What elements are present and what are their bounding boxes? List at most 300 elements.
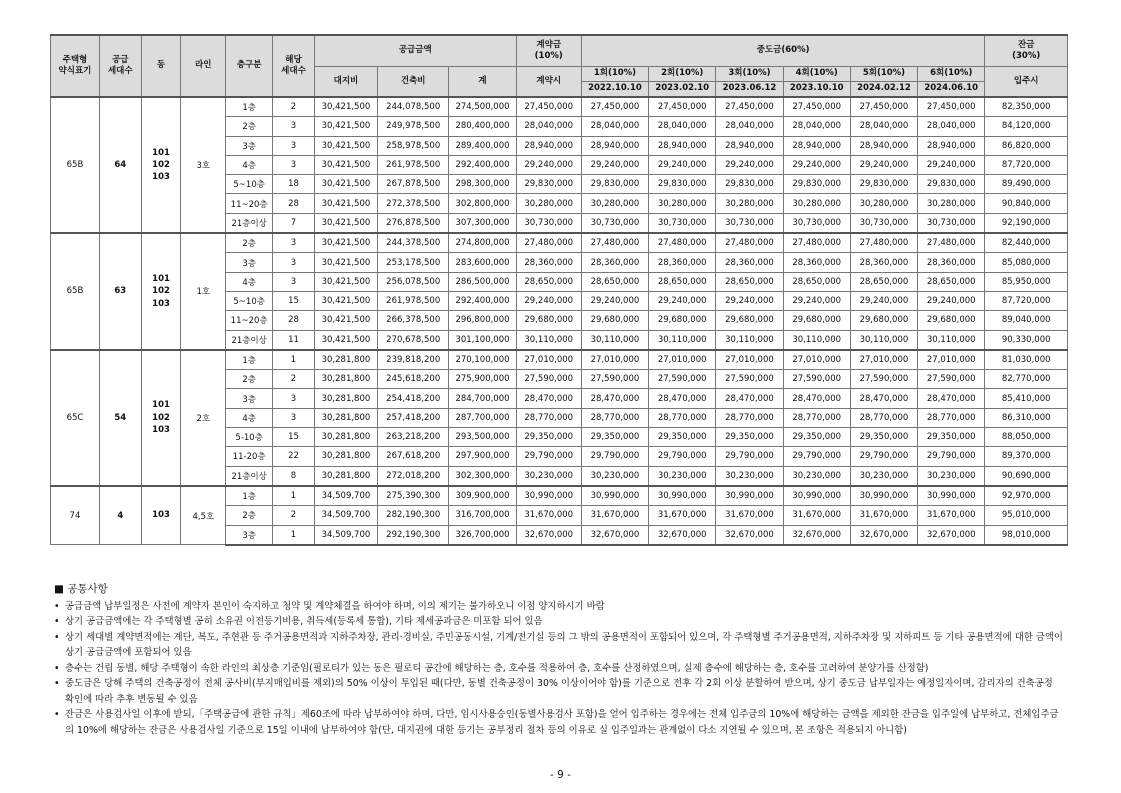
unit-count-cell: 3 xyxy=(273,233,315,253)
floor-cell: 1층 xyxy=(226,97,273,117)
building-price-cell: 267,878,500 xyxy=(378,175,449,194)
floor-cell: 11~20층 xyxy=(226,194,273,213)
total-price-cell: 275,900,000 xyxy=(449,370,516,389)
land-price-cell: 30,421,500 xyxy=(314,175,377,194)
total-price-cell: 298,300,000 xyxy=(449,175,516,194)
header-installment-date-2: 2023.02.10 xyxy=(649,82,716,98)
table-header xyxy=(51,35,1068,97)
header-installment-2: 2회(10%) xyxy=(649,67,716,82)
middle-payment-2-cell: 28,940,000 xyxy=(649,136,716,155)
land-price-cell: 30,421,500 xyxy=(314,194,377,213)
contract-cell: 28,040,000 xyxy=(516,117,581,136)
middle-payment-6-cell: 29,240,000 xyxy=(918,155,985,174)
contract-cell: 30,990,000 xyxy=(516,486,581,506)
total-price-cell: 270,100,000 xyxy=(449,350,516,370)
building-price-cell: 244,078,500 xyxy=(378,97,449,117)
balance-cell: 92,970,000 xyxy=(985,486,1068,506)
contract-cell: 27,010,000 xyxy=(516,350,581,370)
middle-payment-3-cell: 31,670,000 xyxy=(716,506,783,525)
balance-cell: 92,190,000 xyxy=(985,213,1068,233)
middle-payment-1-cell: 27,480,000 xyxy=(581,233,648,253)
middle-payment-3-cell: 29,240,000 xyxy=(716,155,783,174)
middle-payment-3-cell: 30,110,000 xyxy=(716,330,783,350)
middle-payment-6-cell: 28,770,000 xyxy=(918,408,985,427)
balance-cell: 89,040,000 xyxy=(985,311,1068,330)
floor-cell: 3층 xyxy=(226,525,273,545)
contract-cell: 30,730,000 xyxy=(516,213,581,233)
middle-payment-4-cell: 27,010,000 xyxy=(783,350,850,370)
middle-payment-2-cell: 28,360,000 xyxy=(649,253,716,272)
contract-cell: 28,650,000 xyxy=(516,272,581,291)
total-price-cell: 296,800,000 xyxy=(449,311,516,330)
contract-cell: 29,680,000 xyxy=(516,311,581,330)
building-price-cell: 253,178,500 xyxy=(378,253,449,272)
total-price-cell: 302,300,000 xyxy=(449,466,516,486)
middle-payment-1-cell: 28,650,000 xyxy=(581,272,648,291)
dong-number: 102 xyxy=(152,412,170,423)
building-price-cell: 263,218,200 xyxy=(378,428,449,447)
middle-payment-1-cell: 30,110,000 xyxy=(581,330,648,350)
contract-cell: 28,360,000 xyxy=(516,253,581,272)
dong-number: 103 xyxy=(152,172,170,183)
unit-count-cell: 3 xyxy=(273,136,315,155)
total-price-cell: 307,300,000 xyxy=(449,213,516,233)
balance-cell: 98,010,000 xyxy=(985,525,1068,545)
land-price-cell: 34,509,700 xyxy=(314,506,377,525)
header-floor-class: 층구분 xyxy=(226,35,273,97)
middle-payment-4-cell: 27,590,000 xyxy=(783,370,850,389)
header-applicable-units: 해당 세대수 xyxy=(273,35,315,97)
middle-payment-1-cell: 28,770,000 xyxy=(581,408,648,427)
bullet-icon: • xyxy=(54,662,60,674)
middle-payment-2-cell: 31,670,000 xyxy=(649,506,716,525)
balance-cell: 88,050,000 xyxy=(985,428,1068,447)
middle-payment-2-cell: 32,670,000 xyxy=(649,525,716,545)
table-row xyxy=(51,350,1068,370)
supply-units-cell: 54 xyxy=(99,350,141,486)
middle-payment-6-cell: 27,450,000 xyxy=(918,97,985,117)
middle-payment-5-cell: 30,990,000 xyxy=(850,486,917,506)
type-cell: 74 xyxy=(51,486,100,545)
middle-payment-5-cell: 28,040,000 xyxy=(850,117,917,136)
common-notes xyxy=(54,582,1064,738)
building-price-cell: 275,390,300 xyxy=(378,486,449,506)
middle-payment-4-cell: 29,680,000 xyxy=(783,311,850,330)
middle-payment-2-cell: 29,240,000 xyxy=(649,291,716,310)
middle-payment-2-cell: 28,470,000 xyxy=(649,389,716,408)
type-cell: 65B xyxy=(51,233,100,350)
building-price-cell: 270,678,500 xyxy=(378,330,449,350)
balance-cell: 95,010,000 xyxy=(985,506,1068,525)
notes-list xyxy=(54,599,1064,739)
total-price-cell: 292,400,000 xyxy=(449,291,516,310)
unit-count-cell: 15 xyxy=(273,428,315,447)
building-price-cell: 239,818,200 xyxy=(378,350,449,370)
middle-payment-5-cell: 29,240,000 xyxy=(850,291,917,310)
land-price-cell: 30,281,800 xyxy=(314,466,377,486)
middle-payment-2-cell: 29,350,000 xyxy=(649,428,716,447)
middle-payment-6-cell: 27,590,000 xyxy=(918,370,985,389)
price-table-wrapper xyxy=(50,34,1068,546)
table-row xyxy=(51,97,1068,117)
middle-payment-6-cell: 28,940,000 xyxy=(918,136,985,155)
middle-payment-1-cell: 27,450,000 xyxy=(581,97,648,117)
bullet-icon: • xyxy=(54,631,60,643)
middle-payment-5-cell: 28,650,000 xyxy=(850,272,917,291)
middle-payment-4-cell: 32,670,000 xyxy=(783,525,850,545)
building-price-cell: 244,378,500 xyxy=(378,233,449,253)
floor-cell: 21층이상 xyxy=(226,213,273,233)
middle-payment-3-cell: 27,480,000 xyxy=(716,233,783,253)
unit-count-cell: 1 xyxy=(273,525,315,545)
middle-payment-1-cell: 30,990,000 xyxy=(581,486,648,506)
middle-payment-5-cell: 29,350,000 xyxy=(850,428,917,447)
middle-payment-6-cell: 28,650,000 xyxy=(918,272,985,291)
unit-count-cell: 2 xyxy=(273,506,315,525)
middle-payment-1-cell: 30,230,000 xyxy=(581,466,648,486)
note-item xyxy=(54,707,1064,738)
note-item xyxy=(54,630,1064,661)
supply-units-cell: 63 xyxy=(99,233,141,350)
middle-payment-5-cell: 28,360,000 xyxy=(850,253,917,272)
header-installment-date-3: 2023.06.12 xyxy=(716,82,783,98)
total-price-cell: 289,400,000 xyxy=(449,136,516,155)
middle-payment-1-cell: 31,670,000 xyxy=(581,506,648,525)
total-price-cell: 309,900,000 xyxy=(449,486,516,506)
total-price-cell: 293,500,000 xyxy=(449,428,516,447)
unit-count-cell: 3 xyxy=(273,155,315,174)
middle-payment-4-cell: 30,110,000 xyxy=(783,330,850,350)
floor-cell: 4층 xyxy=(226,155,273,174)
middle-payment-3-cell: 30,280,000 xyxy=(716,194,783,213)
building-price-cell: 292,190,300 xyxy=(378,525,449,545)
middle-payment-4-cell: 28,940,000 xyxy=(783,136,850,155)
unit-count-cell: 7 xyxy=(273,213,315,233)
middle-payment-5-cell: 28,470,000 xyxy=(850,389,917,408)
middle-payment-1-cell: 29,350,000 xyxy=(581,428,648,447)
total-price-cell: 274,500,000 xyxy=(449,97,516,117)
header-installment-4: 4회(10%) xyxy=(783,67,850,82)
middle-payment-3-cell: 28,770,000 xyxy=(716,408,783,427)
building-price-cell: 258,978,500 xyxy=(378,136,449,155)
middle-payment-6-cell: 30,280,000 xyxy=(918,194,985,213)
floor-cell: 21층이상 xyxy=(226,466,273,486)
contract-cell: 27,450,000 xyxy=(516,97,581,117)
middle-payment-3-cell: 28,470,000 xyxy=(716,389,783,408)
header-total: 계 xyxy=(449,67,516,98)
floor-cell: 11~20층 xyxy=(226,311,273,330)
supply-units-cell: 4 xyxy=(99,486,141,545)
middle-payment-4-cell: 29,240,000 xyxy=(783,155,850,174)
header-dong: 동 xyxy=(141,35,181,97)
header-supply-units: 공급 세대수 xyxy=(99,35,141,97)
floor-cell: 5~10층 xyxy=(226,291,273,310)
note-text: 중도금은 당해 주택의 건축공정이 전체 공사비(부지매입비를 제외)의 50% 이상이 투입된 때(다만, 동별 건축공정이 30% 이상이어야 함)를 기준으로 전후 각 2회 이상 분할하여 받으며, 상기 중도금 납부일자는 예정일자이며, 감리자의 건축공정 확인에 따라 추후 변동될 수 있음 xyxy=(65,678,1053,705)
land-price-cell: 30,421,500 xyxy=(314,253,377,272)
middle-payment-5-cell: 27,010,000 xyxy=(850,350,917,370)
land-price-cell: 30,281,800 xyxy=(314,428,377,447)
middle-payment-2-cell: 27,590,000 xyxy=(649,370,716,389)
line-cell: 3호 xyxy=(181,97,226,233)
middle-payment-1-cell: 27,010,000 xyxy=(581,350,648,370)
land-price-cell: 30,421,500 xyxy=(314,136,377,155)
type-cell: 65C xyxy=(51,350,100,486)
middle-payment-2-cell: 27,450,000 xyxy=(649,97,716,117)
floor-cell: 5-10층 xyxy=(226,428,273,447)
contract-cell: 30,230,000 xyxy=(516,466,581,486)
middle-payment-6-cell: 31,670,000 xyxy=(918,506,985,525)
unit-count-cell: 1 xyxy=(273,350,315,370)
middle-payment-6-cell: 29,680,000 xyxy=(918,311,985,330)
building-price-cell: 261,978,500 xyxy=(378,291,449,310)
middle-payment-4-cell: 31,670,000 xyxy=(783,506,850,525)
middle-payment-4-cell: 27,450,000 xyxy=(783,97,850,117)
middle-payment-5-cell: 30,110,000 xyxy=(850,330,917,350)
middle-payment-3-cell: 32,670,000 xyxy=(716,525,783,545)
contract-cell: 27,590,000 xyxy=(516,370,581,389)
contract-cell: 28,770,000 xyxy=(516,408,581,427)
line-cell: 2호 xyxy=(181,350,226,486)
middle-payment-5-cell: 32,670,000 xyxy=(850,525,917,545)
dong-number: 101 xyxy=(152,147,170,158)
land-price-cell: 30,421,500 xyxy=(314,291,377,310)
middle-payment-5-cell: 29,680,000 xyxy=(850,311,917,330)
middle-payment-2-cell: 29,680,000 xyxy=(649,311,716,330)
table-body xyxy=(51,97,1068,545)
middle-payment-4-cell: 30,990,000 xyxy=(783,486,850,506)
land-price-cell: 30,281,800 xyxy=(314,389,377,408)
unit-count-cell: 18 xyxy=(273,175,315,194)
note-item xyxy=(54,614,1064,630)
unit-count-cell: 15 xyxy=(273,291,315,310)
note-text: 층수는 건립 동별, 해당 주택형이 속한 라인의 최상층 기준임(필로티가 있는 동은 필로티 공간에 해당하는 층, 호수를 적용하여 층, 호수를 산정하였으며, 실제 층수에 해당하는 층, 호수를 고려하여 분양가를 산정함) xyxy=(65,662,929,674)
middle-payment-6-cell: 27,480,000 xyxy=(918,233,985,253)
land-price-cell: 30,421,500 xyxy=(314,155,377,174)
balance-cell: 90,330,000 xyxy=(985,330,1068,350)
contract-cell: 29,240,000 xyxy=(516,155,581,174)
middle-payment-4-cell: 30,730,000 xyxy=(783,213,850,233)
building-price-cell: 276,878,500 xyxy=(378,213,449,233)
dong-cell xyxy=(141,350,181,486)
middle-payment-6-cell: 30,110,000 xyxy=(918,330,985,350)
total-price-cell: 286,500,000 xyxy=(449,272,516,291)
floor-cell: 4층 xyxy=(226,408,273,427)
middle-payment-2-cell: 29,830,000 xyxy=(649,175,716,194)
middle-payment-6-cell: 30,730,000 xyxy=(918,213,985,233)
bullet-icon: • xyxy=(54,600,60,612)
land-price-cell: 30,281,800 xyxy=(314,408,377,427)
land-price-cell: 34,509,700 xyxy=(314,525,377,545)
middle-payment-2-cell: 27,010,000 xyxy=(649,350,716,370)
header-land: 대지비 xyxy=(314,67,377,98)
middle-payment-2-cell: 28,040,000 xyxy=(649,117,716,136)
middle-payment-1-cell: 28,470,000 xyxy=(581,389,648,408)
contract-cell: 29,830,000 xyxy=(516,175,581,194)
building-price-cell: 256,078,500 xyxy=(378,272,449,291)
unit-count-cell: 3 xyxy=(273,408,315,427)
middle-payment-6-cell: 28,360,000 xyxy=(918,253,985,272)
middle-payment-2-cell: 30,730,000 xyxy=(649,213,716,233)
middle-payment-5-cell: 29,830,000 xyxy=(850,175,917,194)
land-price-cell: 30,421,500 xyxy=(314,233,377,253)
balance-cell: 84,120,000 xyxy=(985,117,1068,136)
middle-payment-3-cell: 30,990,000 xyxy=(716,486,783,506)
floor-cell: 2층 xyxy=(226,233,273,253)
note-text: 상기 공급금액에는 각 주택형별 공히 소유권 이전등기비용, 취득세(등록세 통합), 기타 제세공과금은 미포함 되어 있음 xyxy=(65,616,543,627)
header-installment-6: 6회(10%) xyxy=(918,67,985,82)
middle-payment-3-cell: 30,230,000 xyxy=(716,466,783,486)
middle-payment-3-cell: 29,830,000 xyxy=(716,175,783,194)
contract-cell: 28,940,000 xyxy=(516,136,581,155)
header-installment-1: 1회(10%) xyxy=(581,67,648,82)
middle-payment-2-cell: 28,770,000 xyxy=(649,408,716,427)
balance-cell: 85,080,000 xyxy=(985,253,1068,272)
middle-payment-6-cell: 32,670,000 xyxy=(918,525,985,545)
note-text: 공급금액 납부일정은 사전에 계약자 본인이 숙지하고 청약 및 계약체결을 하여야 하며, 이의 제기는 불가하오니 이점 양지하시기 바람 xyxy=(65,600,605,612)
middle-payment-6-cell: 27,010,000 xyxy=(918,350,985,370)
total-price-cell: 316,700,000 xyxy=(449,506,516,525)
middle-payment-4-cell: 27,480,000 xyxy=(783,233,850,253)
balance-cell: 87,720,000 xyxy=(985,155,1068,174)
header-installment-date-1: 2022.10.10 xyxy=(581,82,648,98)
balance-cell: 89,370,000 xyxy=(985,447,1068,466)
middle-payment-1-cell: 29,680,000 xyxy=(581,311,648,330)
middle-payment-5-cell: 27,590,000 xyxy=(850,370,917,389)
floor-cell: 3층 xyxy=(226,389,273,408)
table-row xyxy=(51,233,1068,253)
balance-cell: 90,840,000 xyxy=(985,194,1068,213)
contract-cell: 30,110,000 xyxy=(516,330,581,350)
header-line: 라인 xyxy=(181,35,226,97)
line-cell: 1호 xyxy=(181,233,226,350)
floor-cell: 5~10층 xyxy=(226,175,273,194)
dong-number: 103 xyxy=(152,298,170,309)
unit-count-cell: 2 xyxy=(273,97,315,117)
header-balance-when: 입주시 xyxy=(985,67,1068,98)
middle-payment-3-cell: 27,590,000 xyxy=(716,370,783,389)
line-cell: 4,5호 xyxy=(181,486,226,545)
middle-payment-5-cell: 28,770,000 xyxy=(850,408,917,427)
middle-payment-6-cell: 28,470,000 xyxy=(918,389,985,408)
middle-payment-3-cell: 28,940,000 xyxy=(716,136,783,155)
dong-cell xyxy=(141,233,181,350)
middle-payment-2-cell: 30,280,000 xyxy=(649,194,716,213)
header-installment-date-5: 2024.02.12 xyxy=(850,82,917,98)
middle-payment-2-cell: 29,240,000 xyxy=(649,155,716,174)
balance-cell: 82,770,000 xyxy=(985,370,1068,389)
middle-payment-2-cell: 29,790,000 xyxy=(649,447,716,466)
unit-count-cell: 11 xyxy=(273,330,315,350)
building-price-cell: 245,618,200 xyxy=(378,370,449,389)
middle-payment-4-cell: 29,830,000 xyxy=(783,175,850,194)
middle-payment-5-cell: 30,230,000 xyxy=(850,466,917,486)
middle-payment-1-cell: 28,940,000 xyxy=(581,136,648,155)
middle-payment-5-cell: 27,450,000 xyxy=(850,97,917,117)
unit-count-cell: 22 xyxy=(273,447,315,466)
balance-cell: 87,720,000 xyxy=(985,291,1068,310)
floor-cell: 3층 xyxy=(226,253,273,272)
contract-cell: 31,670,000 xyxy=(516,506,581,525)
middle-payment-3-cell: 29,350,000 xyxy=(716,428,783,447)
middle-payment-3-cell: 30,730,000 xyxy=(716,213,783,233)
middle-payment-6-cell: 29,830,000 xyxy=(918,175,985,194)
middle-payment-2-cell: 30,230,000 xyxy=(649,466,716,486)
dong-cell xyxy=(141,486,181,545)
balance-cell: 86,820,000 xyxy=(985,136,1068,155)
contract-cell: 29,790,000 xyxy=(516,447,581,466)
middle-payment-1-cell: 30,730,000 xyxy=(581,213,648,233)
middle-payment-3-cell: 29,240,000 xyxy=(716,291,783,310)
contract-cell: 29,240,000 xyxy=(516,291,581,310)
middle-payment-1-cell: 27,590,000 xyxy=(581,370,648,389)
floor-cell: 1층 xyxy=(226,350,273,370)
middle-payment-4-cell: 30,280,000 xyxy=(783,194,850,213)
land-price-cell: 30,421,500 xyxy=(314,97,377,117)
middle-payment-4-cell: 29,790,000 xyxy=(783,447,850,466)
middle-payment-5-cell: 30,280,000 xyxy=(850,194,917,213)
type-cell: 65B xyxy=(51,97,100,233)
total-price-cell: 302,800,000 xyxy=(449,194,516,213)
middle-payment-3-cell: 28,040,000 xyxy=(716,117,783,136)
balance-cell: 81,030,000 xyxy=(985,350,1068,370)
middle-payment-4-cell: 28,470,000 xyxy=(783,389,850,408)
dong-number: 101 xyxy=(152,274,170,284)
note-item xyxy=(54,599,1064,615)
balance-cell: 82,440,000 xyxy=(985,233,1068,253)
middle-payment-3-cell: 29,680,000 xyxy=(716,311,783,330)
note-text: 상기 세대별 계약면적에는 계단, 복도, 주현관 등 주거공용면적과 지하주차장, 관리·경비실, 주민공동시설, 기계/전기실 등의 그 밖의 공용면적이 포함되어 있으며, 각 주택형별 주거공용면적, 지하주차장 및 지하피트 등 기타 공용면적에 대한 금액이 상기 공급금액에 포함되어 있음 xyxy=(65,631,1063,658)
total-price-cell: 326,700,000 xyxy=(449,525,516,545)
middle-payment-3-cell: 27,010,000 xyxy=(716,350,783,370)
building-price-cell: 282,190,300 xyxy=(378,506,449,525)
middle-payment-4-cell: 29,240,000 xyxy=(783,291,850,310)
page-number: - 9 - xyxy=(550,769,571,781)
land-price-cell: 30,421,500 xyxy=(314,330,377,350)
middle-payment-6-cell: 29,350,000 xyxy=(918,428,985,447)
balance-cell: 85,410,000 xyxy=(985,389,1068,408)
unit-count-cell: 1 xyxy=(273,486,315,506)
header-type: 주택형 약식표기 xyxy=(51,35,100,97)
land-price-cell: 30,421,500 xyxy=(314,311,377,330)
balance-cell: 85,950,000 xyxy=(985,272,1068,291)
middle-payment-4-cell: 29,350,000 xyxy=(783,428,850,447)
middle-payment-6-cell: 30,230,000 xyxy=(918,466,985,486)
header-installment-3: 3회(10%) xyxy=(716,67,783,82)
note-text: 잔금은 사용검사일 이후에 받되,「주택공급에 관한 규칙」제60조에 따라 납부하여야 하며, 다만, 임시사용승인(동별사용검사 포함)을 얻어 입주하는 경우에는 전체 입주금의 10%에 해당하는 금액을 제외한 잔금을 입주일에 납부하고, 전체입주금의 10%에 해당하는 잔금은 사용검사일 기준으로 15일 이내에 납부하여야 함(단, 대지권에 대한 등기는 공부정리 절차 등의 이유로 실 입주일과는 관계없이 다소 지연될 수 있으며, 본 조항은 적용되지 아니함) xyxy=(65,709,1059,736)
header-installment-date-4: 2023.10.10 xyxy=(783,82,850,98)
middle-payment-3-cell: 27,450,000 xyxy=(716,97,783,117)
land-price-cell: 30,281,800 xyxy=(314,370,377,389)
floor-cell: 4층 xyxy=(226,272,273,291)
floor-cell: 21층이상 xyxy=(226,330,273,350)
floor-cell: 2층 xyxy=(226,117,273,136)
header-contract: 계약금 (10%) xyxy=(516,35,581,67)
unit-count-cell: 28 xyxy=(273,194,315,213)
middle-payment-1-cell: 32,670,000 xyxy=(581,525,648,545)
land-price-cell: 30,421,500 xyxy=(314,213,377,233)
middle-payment-1-cell: 29,790,000 xyxy=(581,447,648,466)
header-balance: 잔금 (30%) xyxy=(985,35,1068,67)
header-middle-payment: 중도금(60%) xyxy=(581,35,985,67)
middle-payment-6-cell: 29,240,000 xyxy=(918,291,985,310)
middle-payment-4-cell: 30,230,000 xyxy=(783,466,850,486)
unit-count-cell: 3 xyxy=(273,272,315,291)
middle-payment-3-cell: 28,360,000 xyxy=(716,253,783,272)
middle-payment-5-cell: 31,670,000 xyxy=(850,506,917,525)
contract-cell: 32,670,000 xyxy=(516,525,581,545)
middle-payment-1-cell: 30,280,000 xyxy=(581,194,648,213)
dong-number: 101 xyxy=(152,400,170,411)
